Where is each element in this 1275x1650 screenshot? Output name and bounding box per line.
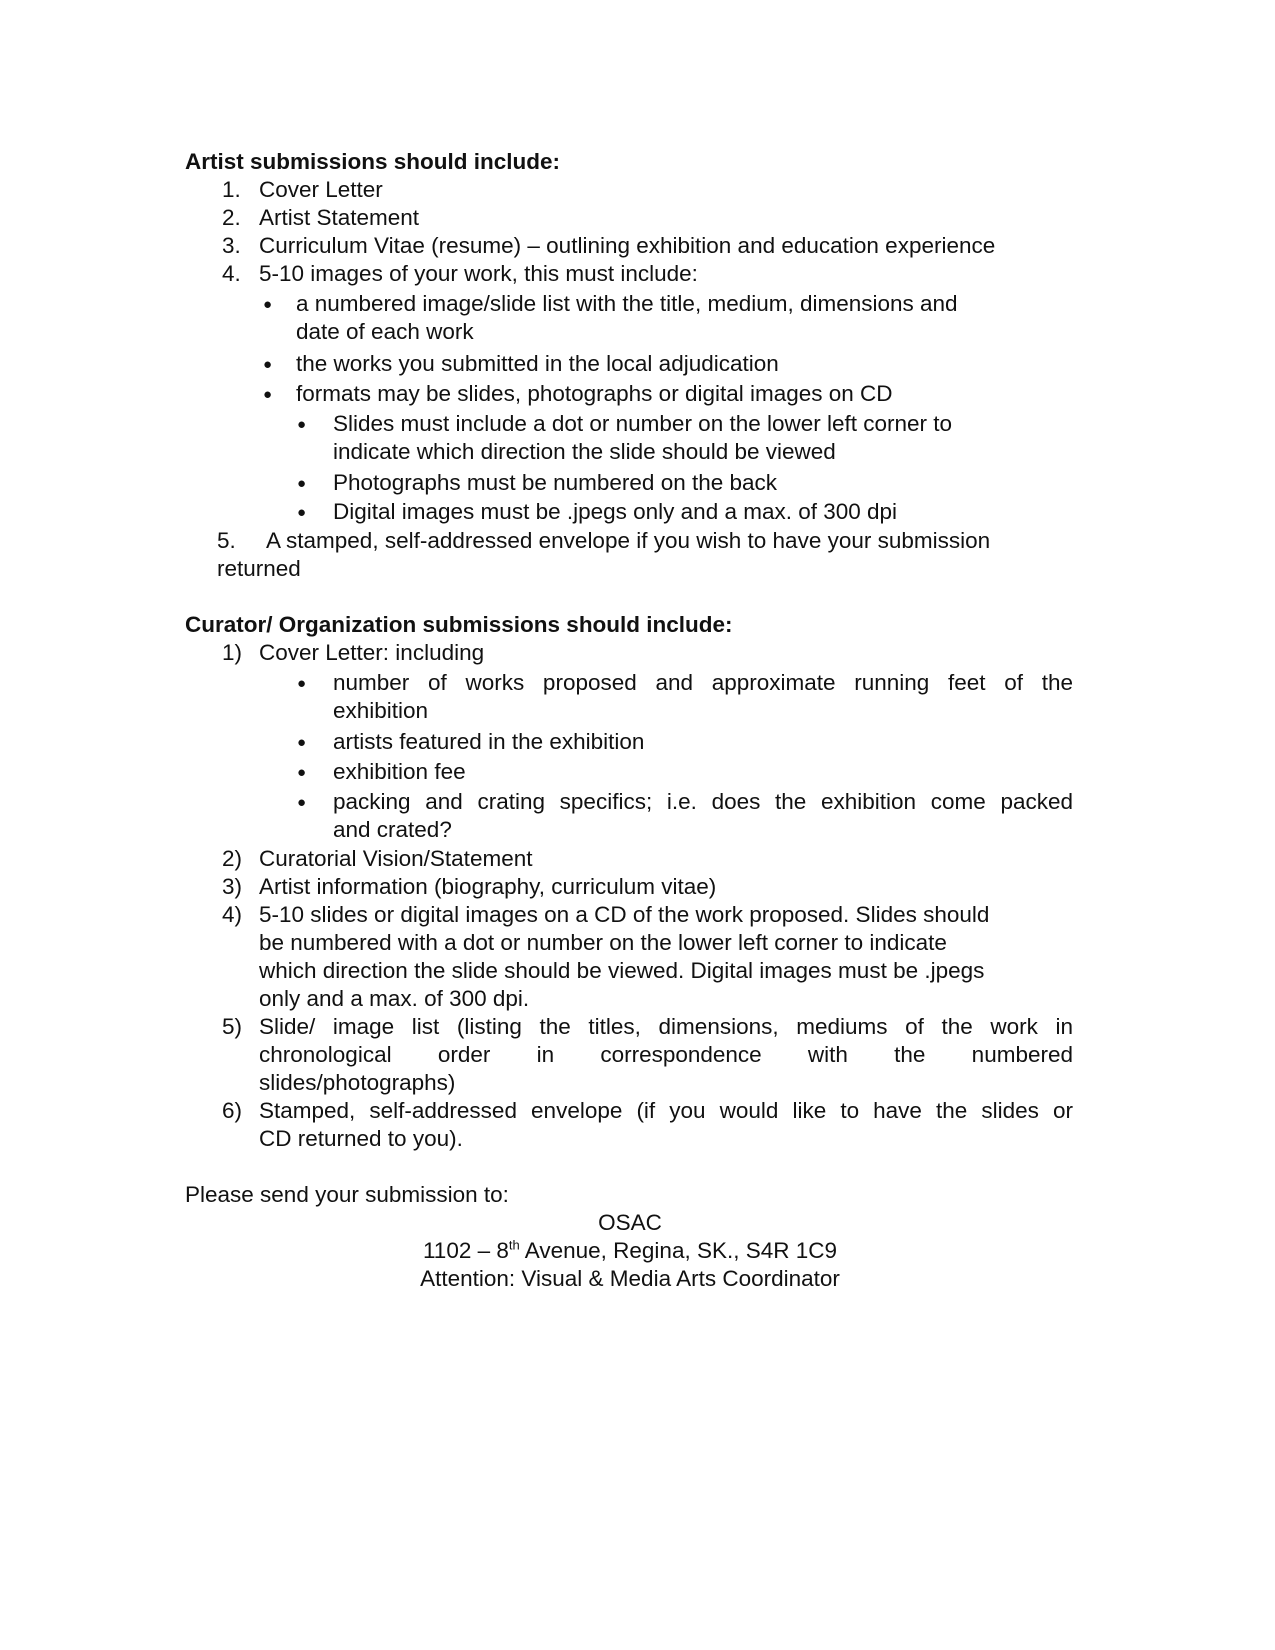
bullet-icon: ● bbox=[297, 734, 307, 751]
list-item: the works you submitted in the local adjudication bbox=[296, 351, 779, 376]
list-item: Cover Letter bbox=[259, 177, 383, 202]
list-item-continuation: date of each work bbox=[296, 319, 474, 344]
address-suffix: Avenue, Regina, SK., S4R 1C9 bbox=[519, 1238, 838, 1263]
list-item: Cover Letter: including bbox=[259, 640, 485, 665]
list-item: Digital images must be .jpegs only and a max. of 300 dpi bbox=[333, 499, 898, 524]
list-number: 4) bbox=[222, 902, 243, 927]
list-item: artists featured in the exhibition bbox=[333, 729, 645, 754]
artist-section-heading: Artist submissions should include: bbox=[185, 149, 561, 174]
list-number: 4. bbox=[222, 261, 241, 286]
list-number: 3) bbox=[222, 874, 243, 899]
list-item: Photographs must be numbered on the back bbox=[333, 470, 778, 495]
list-item-continuation: only and a max. of 300 dpi. bbox=[259, 986, 530, 1011]
list-item: Slide/ image list (listing the titles, dimensions, mediums of the work in bbox=[259, 1014, 1073, 1039]
list-number: 6) bbox=[222, 1098, 243, 1123]
curator-section-heading: Curator/ Organization submissions should include: bbox=[185, 612, 733, 637]
bullet-icon: ● bbox=[297, 764, 307, 781]
list-item: A stamped, self-addressed envelope if you wish to have your submission bbox=[266, 528, 991, 553]
bullet-icon: ● bbox=[263, 386, 273, 403]
list-item: 5-10 images of your work, this must include: bbox=[259, 261, 698, 286]
bullet-icon: ● bbox=[297, 416, 307, 433]
list-number: 2) bbox=[222, 846, 243, 871]
list-item-continuation: and crated? bbox=[333, 817, 452, 842]
bullet-icon: ● bbox=[263, 356, 273, 373]
list-item: formats may be slides, photographs or digital images on CD bbox=[296, 381, 893, 406]
send-to-intro: Please send your submission to: bbox=[185, 1182, 509, 1207]
list-item-continuation: CD returned to you). bbox=[259, 1126, 463, 1151]
list-item: Curatorial Vision/Statement bbox=[259, 846, 533, 871]
attention-line: Attention: Visual & Media Arts Coordinator bbox=[420, 1266, 840, 1291]
bullet-icon: ● bbox=[297, 504, 307, 521]
list-item: 5-10 slides or digital images on a CD of the work proposed. Slides should bbox=[259, 902, 990, 927]
list-item-continuation: be numbered with a dot or number on the lower left corner to indicate bbox=[259, 930, 947, 955]
address-superscript: th bbox=[508, 1237, 520, 1253]
bullet-icon: ● bbox=[263, 296, 273, 313]
list-item-continuation: which direction the slide should be viewed. Digital images must be .jpegs bbox=[259, 958, 985, 983]
organization-name: OSAC bbox=[598, 1210, 662, 1235]
list-item: Slides must include a dot or number on the lower left corner to bbox=[333, 411, 953, 436]
list-item: exhibition fee bbox=[333, 759, 466, 784]
bullet-icon: ● bbox=[297, 475, 307, 492]
address-prefix: 1102 – 8 bbox=[422, 1238, 509, 1263]
bullet-icon: ● bbox=[297, 675, 307, 692]
mailing-address bbox=[380, 1237, 880, 1265]
list-number: 3. bbox=[222, 233, 241, 258]
list-item: packing and crating specifics; i.e. does the exhibition come packed bbox=[333, 789, 1073, 814]
list-number: 1) bbox=[222, 640, 243, 665]
list-number: 2. bbox=[222, 205, 241, 230]
bullet-icon: ● bbox=[297, 794, 307, 811]
list-item-continuation: chronological order in correspondence with the numbered bbox=[259, 1042, 1073, 1067]
list-number: 1. bbox=[222, 177, 241, 202]
list-number: 5) bbox=[222, 1014, 243, 1039]
list-item: Curriculum Vitae (resume) – outlining exhibition and education experience bbox=[259, 233, 996, 258]
list-item-continuation: slides/photographs) bbox=[259, 1070, 456, 1095]
list-item: Stamped, self-addressed envelope (if you would like to have the slides or bbox=[259, 1098, 1073, 1123]
list-item-continuation: indicate which direction the slide should be viewed bbox=[333, 439, 836, 464]
list-number: 5. bbox=[217, 528, 236, 553]
list-item: a numbered image/slide list with the title, medium, dimensions and bbox=[296, 291, 958, 316]
list-item: Artist Statement bbox=[259, 205, 420, 230]
list-item: number of works proposed and approximate running feet of the bbox=[333, 670, 1073, 695]
list-item-continuation: returned bbox=[217, 556, 301, 581]
list-item-continuation: exhibition bbox=[333, 698, 429, 723]
list-item: Artist information (biography, curriculum vitae) bbox=[259, 874, 717, 899]
